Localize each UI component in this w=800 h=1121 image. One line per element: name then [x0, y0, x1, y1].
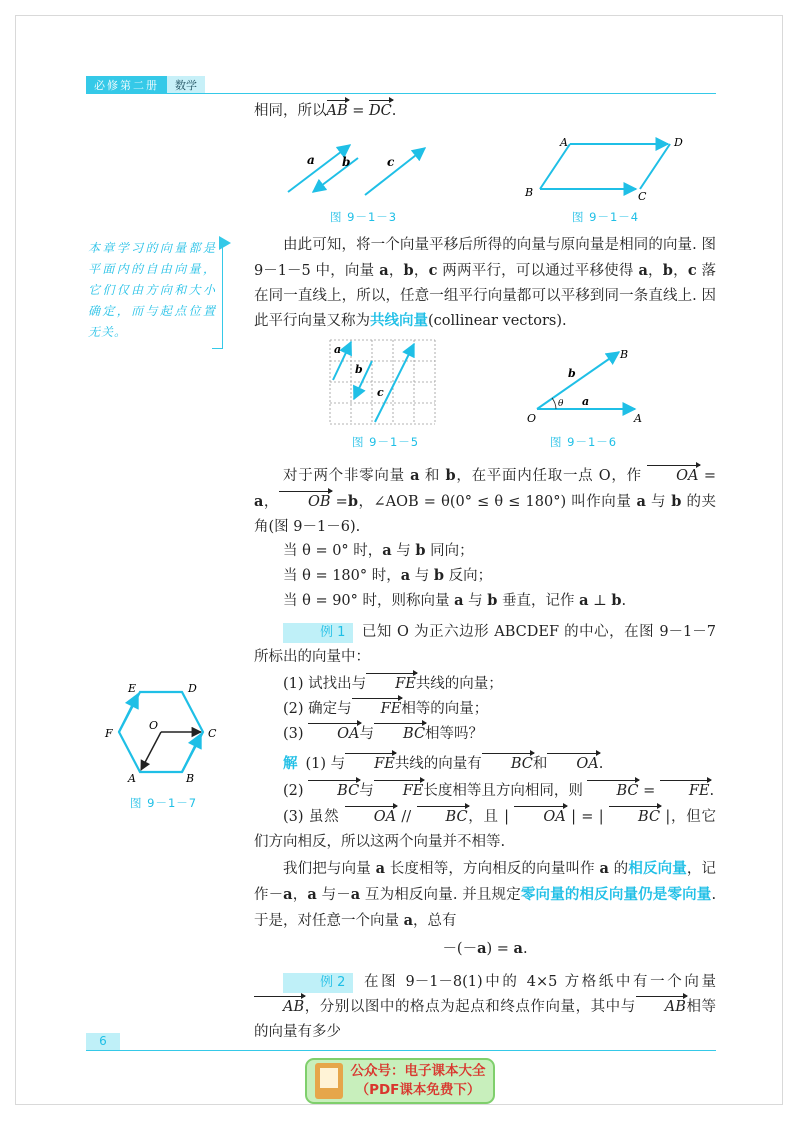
term-zero-vector-rule: 零向量的相反向量仍是零向量	[520, 887, 712, 903]
bold-var: a	[579, 592, 589, 609]
text-run: ，	[647, 263, 663, 279]
vector-OB: OB	[279, 490, 331, 515]
text-run: =	[638, 783, 660, 799]
bold-var: a	[477, 940, 487, 957]
fig7-label-O: O	[149, 719, 159, 732]
text-run: 在图 9－1－8(1)中的 4×5 方格纸中有一个向量	[361, 974, 716, 990]
text-run: 与	[359, 783, 374, 799]
text-run: .	[709, 783, 715, 799]
vector-AB: AB	[636, 995, 686, 1020]
vector-FE: FE	[352, 697, 402, 722]
example-2-statement	[254, 970, 716, 1045]
example-1-solution-3	[254, 805, 716, 855]
term-opposite-vector: 相反向量	[628, 861, 687, 877]
book-icon	[315, 1063, 343, 1099]
text-run: ，总有	[413, 913, 457, 929]
example-1-q1	[254, 672, 716, 697]
solution-tag: 解	[283, 756, 298, 772]
bold-var: b	[487, 592, 498, 609]
bold-var: b	[671, 493, 682, 510]
fig4-label-C: C	[638, 190, 647, 203]
text-run: 当 θ = 0° 时，	[283, 543, 383, 559]
bold-var: a	[638, 262, 648, 279]
text-run: 共线的向量有	[394, 756, 482, 772]
edge-AB	[540, 144, 570, 189]
text-run: (3)	[283, 726, 309, 742]
text-run: =	[347, 103, 370, 119]
vector-OA: OA	[547, 752, 598, 777]
text-run: //	[396, 809, 417, 825]
text-run: (1) 与	[305, 756, 346, 772]
fig5-label-b: b	[355, 363, 363, 376]
text-run: 与	[463, 593, 488, 609]
text-run: (3) 虽然	[283, 809, 345, 825]
example-1-statement	[254, 620, 716, 670]
example-1-q3	[254, 722, 716, 747]
vector-b-arrow	[313, 158, 358, 192]
fig7-label-D: D	[188, 682, 197, 695]
text-run: .	[598, 756, 604, 772]
fig3-label-a: a	[307, 153, 315, 167]
text-run: 我们把与向量	[283, 861, 376, 877]
paragraph-opposite-vector	[254, 856, 716, 934]
text-run: ，	[672, 263, 688, 279]
vector-FE-hex	[119, 694, 138, 732]
text-run: |，但它们方向相反，所以这两个向量并不相等.	[254, 809, 717, 850]
text-run: (2) 确定与	[283, 701, 352, 717]
fig5-label-c: c	[377, 386, 384, 399]
example-1-q2	[254, 697, 716, 722]
page-number: 6	[86, 1033, 120, 1050]
vector-OA: OA	[514, 805, 565, 830]
running-header	[86, 76, 205, 93]
vector-OA: OA	[345, 805, 396, 830]
case-opposite-direction	[254, 563, 716, 589]
vector-BC: BC	[308, 779, 359, 804]
text-run: ，记作－	[254, 861, 717, 903]
bold-var: a	[379, 262, 389, 279]
angle-arc	[552, 398, 556, 409]
fig6-caption: 图 9－1－6	[550, 435, 618, 449]
fig4-label-B: B	[525, 186, 534, 199]
grid-vector-c	[375, 344, 414, 422]
figure-9-1-3	[280, 140, 430, 200]
text-run: 与	[391, 543, 416, 559]
footer-rule	[86, 1050, 716, 1051]
fig5-label-a: a	[334, 343, 342, 356]
text-run: 落在同一直线上，所以，任意一组平行向量都可以平移到同一条直线上. 因此平行向量又称为	[254, 263, 717, 329]
bold-var: b	[445, 467, 456, 484]
vector-AB: AB	[254, 995, 304, 1020]
fig6-label-B: B	[620, 348, 629, 361]
vector-OB	[537, 352, 619, 409]
bold-var: a	[283, 886, 293, 903]
text-run: ) =	[486, 941, 514, 957]
volume-label: 必修第二册	[86, 76, 167, 94]
text-run: 共线的向量；	[415, 676, 503, 692]
text-run: 长度相等，方向相反的向量叫作	[385, 861, 600, 877]
figure-9-1-5	[330, 340, 436, 428]
text-run: =	[330, 494, 348, 510]
fig3-label-b: b	[342, 155, 351, 169]
watermark-line-1: 公众号：电子课本大全	[350, 1063, 486, 1079]
bold-var: c	[687, 262, 697, 279]
text-run: ，	[388, 263, 404, 279]
vector-OA: OA	[308, 722, 359, 747]
vector-BC: BC	[482, 752, 533, 777]
bold-var: a	[410, 467, 420, 484]
text-run: ，	[263, 494, 279, 510]
fig4-label-A: A	[560, 136, 568, 149]
text-run: . 于是，对任意一个向量	[254, 887, 717, 929]
text-run: 相同，所以	[254, 103, 327, 119]
fig7-label-E: E	[128, 682, 137, 695]
figure-9-1-6	[522, 344, 652, 424]
text-run: (collinear vectors).	[428, 313, 567, 329]
bold-var: a	[636, 493, 646, 510]
bold-var: a	[403, 912, 414, 929]
text-run: 已知 O 为正六边形 ABCDEF 的中心，在图 9－1－7 所标出的向量中：	[254, 624, 716, 665]
text-run: 同向；	[425, 543, 474, 559]
paragraph-angle	[254, 463, 716, 540]
figure-9-1-7	[100, 680, 230, 790]
vector-OA: OA	[647, 464, 698, 489]
vector-BC: BC	[374, 722, 425, 747]
vector-FE: FE	[374, 779, 424, 804]
text-run: 垂直，记作	[497, 593, 580, 609]
text-run: ，分别以图中的格点为起点和终点作向量，其中与	[304, 999, 636, 1015]
text-run: 与	[410, 568, 434, 584]
vector-FE: FE	[660, 779, 710, 804]
fig7-label-C: C	[208, 727, 217, 740]
text-run: 由此可知，将一个向量平移后所得的向量与原向量是相同的向量. 图 9－1－5 中，向量	[254, 237, 716, 279]
bold-var: b	[433, 567, 445, 584]
vector-a-arrow	[288, 145, 350, 192]
vector-FE: FE	[345, 752, 395, 777]
case-perpendicular	[254, 588, 716, 614]
fig6-label-a: a	[582, 395, 590, 408]
bold-var: a	[513, 940, 523, 957]
example-1-tag: 例 1	[283, 623, 353, 643]
bold-var: b	[611, 592, 622, 609]
example-2-tag: 例 2	[283, 973, 353, 993]
text-run: =	[698, 468, 717, 484]
bold-var: b	[662, 262, 673, 279]
vector-BC-hex	[182, 734, 201, 772]
text-run: 当 θ = 180° 时，	[283, 568, 401, 584]
text-run: .	[391, 103, 397, 119]
bold-var: a	[307, 886, 317, 903]
fig3-label-c: c	[387, 155, 395, 169]
fig7-label-A: A	[128, 772, 136, 785]
text-run: 和	[532, 756, 548, 772]
edge-DC	[640, 144, 670, 189]
vector-BC: BC	[417, 805, 468, 830]
text-run: 与	[359, 726, 375, 742]
text-run: ，在平面内任取一点 O，作	[455, 468, 648, 484]
bold-var: a	[454, 592, 464, 609]
text-run: 与－	[316, 887, 351, 903]
text-run: 相等的向量；	[401, 701, 489, 717]
bold-var: b	[347, 493, 358, 510]
paragraph-top	[254, 99, 716, 124]
vector-DC: DC	[369, 99, 392, 124]
text-run: .	[621, 593, 627, 609]
side-note-bracket	[212, 244, 223, 349]
case-same-direction	[254, 538, 716, 564]
bold-var: a	[375, 860, 386, 877]
side-note: 本章学习的向量都是平面内的自由向量，它们仅由方向和大小确定，而与起点位置无关。	[88, 241, 216, 339]
fig7-caption: 图 9－1－7	[130, 796, 198, 810]
bold-var: a	[599, 860, 609, 877]
text-run: ，且 |	[467, 809, 515, 825]
watermark-text	[343, 1062, 493, 1100]
text-run: 反向；	[444, 568, 493, 584]
text-run: 与	[645, 494, 672, 510]
bold-var: b	[415, 542, 426, 559]
text-run: ，	[413, 263, 429, 279]
text-run: 长度相等且方向相同，则	[423, 783, 588, 799]
fig6-label-O: O	[527, 412, 537, 425]
vector-BC: BC	[587, 779, 638, 804]
fig7-label-F: F	[105, 727, 113, 740]
vector-FE: FE	[366, 672, 416, 697]
text-run: 对于两个非零向量	[283, 468, 411, 484]
example-1-solution-1	[254, 752, 716, 777]
paragraph-collinear	[254, 233, 716, 334]
example-1-solution-2	[254, 779, 716, 804]
figure-9-1-4	[522, 134, 692, 204]
fig7-label-B: B	[186, 772, 195, 785]
bold-var: b	[403, 262, 414, 279]
bold-var: c	[428, 262, 438, 279]
watermark-badge	[305, 1058, 495, 1104]
text-run: 的	[608, 861, 629, 877]
side-note-arrow-icon	[219, 236, 231, 250]
fig4-label-D: D	[674, 136, 683, 149]
text-run: ，∠AOB = θ(0° ≤ θ ≤ 180°) 叫作向量	[357, 494, 637, 510]
fig6-label-theta: θ	[558, 399, 564, 409]
text-run: 两两平行，可以通过平移使得	[437, 263, 639, 279]
bold-var: a	[400, 567, 411, 584]
subject-label: 数学	[167, 76, 205, 94]
text-run: 和	[419, 468, 446, 484]
text-run: 相等的向量有多少	[254, 999, 717, 1040]
text-run: 当 θ = 90° 时，则称向量	[283, 593, 455, 609]
bold-var: a	[382, 542, 392, 559]
formula-double-negative	[254, 936, 716, 962]
fig6-label-A: A	[634, 412, 642, 425]
text-run: ⊥	[588, 593, 612, 609]
bold-var: a	[350, 886, 361, 903]
text-run: －(－	[442, 941, 478, 957]
term-collinear-vectors: 共线向量	[370, 313, 428, 329]
text-run: (2)	[283, 783, 309, 799]
vector-BC: BC	[609, 805, 660, 830]
fig5-caption: 图 9－1－5	[352, 435, 420, 449]
text-run: 相等吗？	[425, 726, 484, 742]
text-run: ，	[292, 887, 308, 903]
text-run: 的夹角(图 9－1－6).	[254, 494, 717, 535]
text-run: (1) 试找出与	[283, 676, 367, 692]
vector-OA-hex	[141, 732, 161, 770]
text-run: | = |	[565, 809, 610, 825]
text-run: 互为相反向量. 并且规定	[360, 887, 521, 903]
vector-AB: AB	[327, 99, 348, 124]
watermark-line-2: （PDF课本免费下）	[355, 1082, 481, 1098]
header-rule	[86, 93, 716, 94]
vector-c-arrow	[365, 148, 425, 195]
fig6-label-b: b	[568, 367, 576, 380]
bold-var: a	[254, 493, 264, 510]
fig3-caption: 图 9－1－3	[330, 210, 398, 224]
fig4-caption: 图 9－1－4	[572, 210, 640, 224]
text-run: .	[522, 941, 528, 957]
